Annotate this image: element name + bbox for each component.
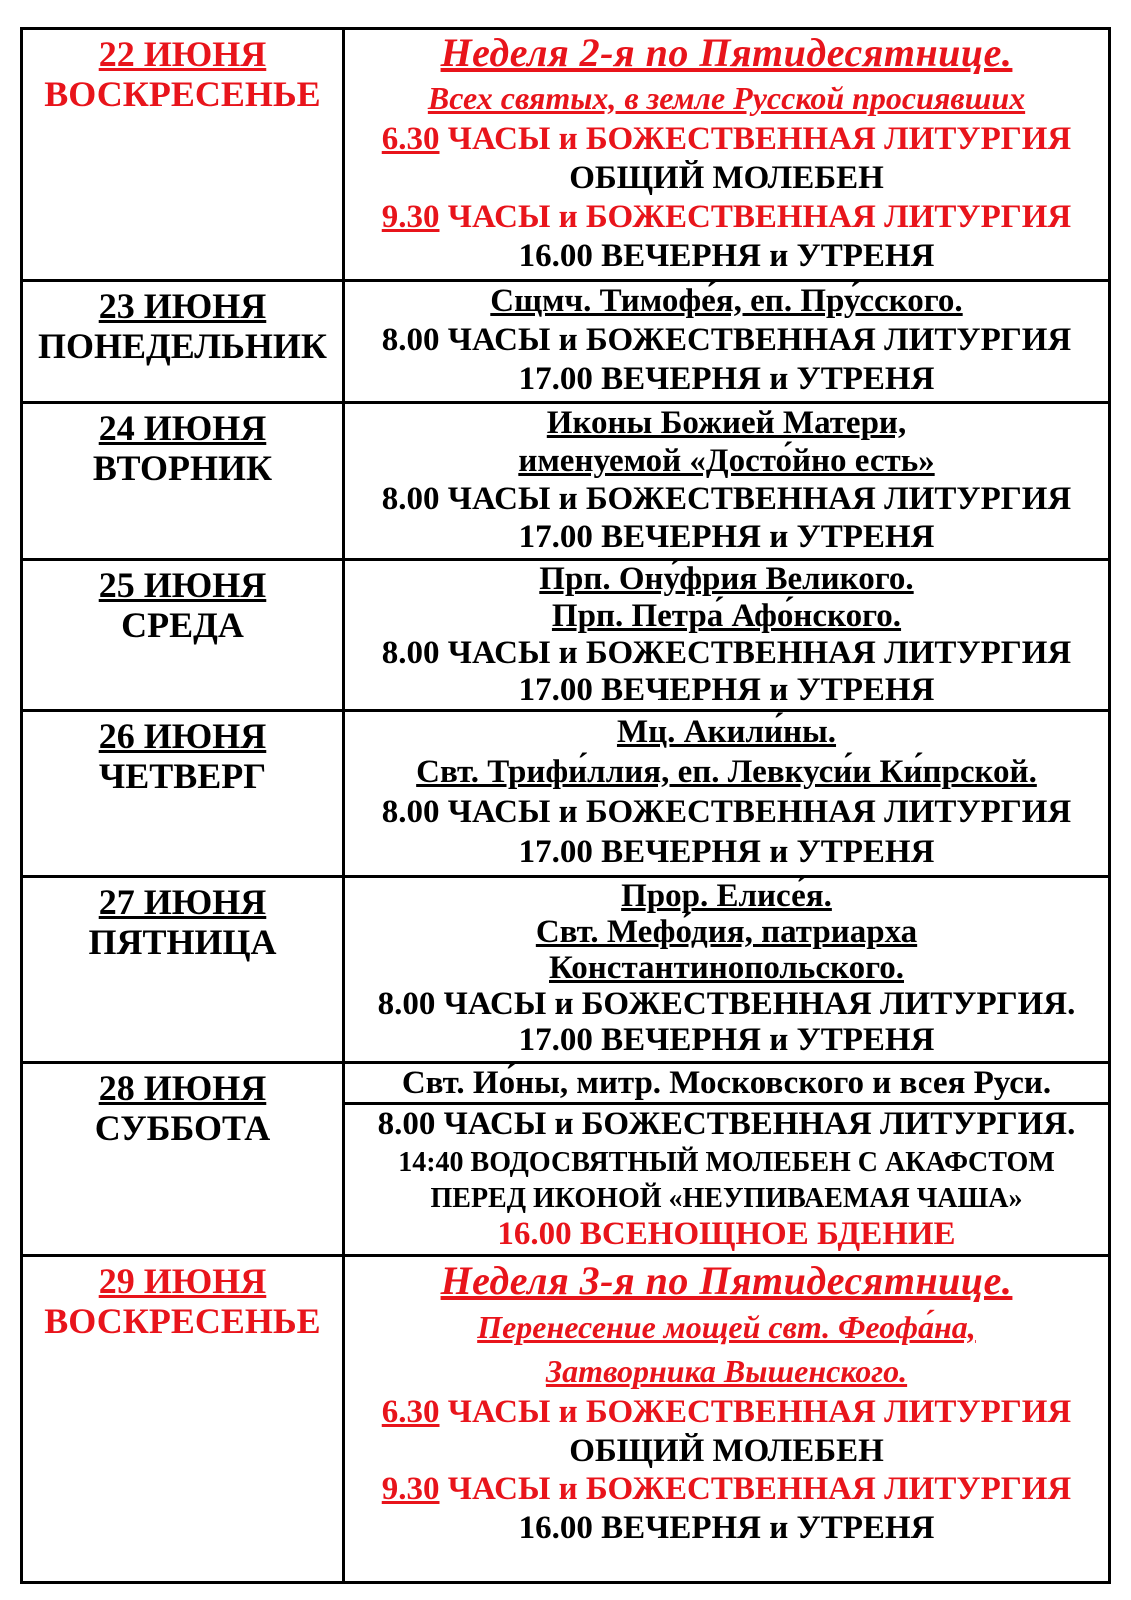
service-line: 8.00 ЧАСЫ и БОЖЕСТВЕННАЯ ЛИТУРГИЯ [381,635,1072,671]
service-text: ЧАСЫ и БОЖЕСТВЕННАЯ ЛИТУРГИЯ [447,199,1072,235]
feast-title: Неделя 2-я по Пятидесятнице. [440,30,1013,75]
weekday: ПОНЕДЕЛЬНИК [37,326,328,366]
saint-line: Свт. Ио́ны, митр. Московского и всея Руси. [345,1064,1108,1105]
saint-title: Затворника Вышенского. [545,1353,908,1389]
saint-line: Прп. Петра́ Афо́нского. [551,598,902,634]
date-cell [23,561,345,709]
vigil-line: 16.00 ВСЕНОЩНОЕ БДЕНИЕ [497,1216,956,1252]
evening-service-line: 17.00 ВЕЧЕРНЯ и УТРЕНЯ [518,672,935,708]
date: 27 ИЮНЯ [98,882,267,922]
weekday: ПЯТНИЦА [88,922,277,962]
date: 23 ИЮНЯ [98,286,267,326]
evening-service-line: 17.00 ВЕЧЕРНЯ и УТРЕНЯ [518,361,935,397]
events-cell [345,878,1108,1061]
feast-title: Неделя 3-я по Пятидесятнице. [440,1258,1013,1303]
weekday: ВОСКРЕСЕНЬЕ [44,74,321,114]
saint-line: Прор. Елисе́я. [621,878,832,914]
weekday: ЧЕТВЕРГ [98,756,267,796]
events-cell [345,30,1108,279]
saint-line: Свт. Мефо́дия, патриарха [535,914,918,950]
saint-line: именуемой «Досто́йно есть» [518,443,935,479]
saint-line: Свт. Трифи́ллия, еп. Левкуси́и Ки́прской. [416,754,1037,790]
date: 22 ИЮНЯ [98,34,267,74]
service-text: ЧАСЫ и БОЖЕСТВЕННАЯ ЛИТУРГИЯ [447,1471,1072,1507]
events-cell [345,404,1108,558]
service-line: 8.00 ЧАСЫ и БОЖЕСТВЕННАЯ ЛИТУРГИЯ [381,794,1072,830]
table-row [23,709,1108,875]
service-line [345,198,1108,237]
date-cell [23,878,345,1061]
table-row [23,30,1108,279]
evening-service-line: 16.00 ВЕЧЕРНЯ и УТРЕНЯ [518,1510,935,1546]
service-line [345,120,1108,159]
moleben-line: ПЕРЕД ИКОНОЙ «НЕУПИВАЕМАЯ ЧАША» [430,1183,1023,1214]
events-cell [345,561,1108,709]
service-time: 6.30 [381,1394,440,1430]
date-cell [23,1257,345,1581]
weekday: СУББОТА [94,1108,271,1148]
service-time: 6.30 [381,121,440,157]
service-line: 8.00 ЧАСЫ и БОЖЕСТВЕННАЯ ЛИТУРГИЯ [381,322,1072,358]
saint-line: Сщмч. Тимофе́я, еп. Пру́сского. [490,283,963,319]
date: 26 ИЮНЯ [98,716,267,756]
weekday: ВТОРНИК [92,448,273,488]
weekday: ВОСКРЕСЕНЬЕ [44,1301,321,1341]
events-cell [345,1064,1108,1254]
events-cell [345,282,1108,401]
service-text: ЧАСЫ и БОЖЕСТВЕННАЯ ЛИТУРГИЯ [447,121,1072,157]
service-line [345,1393,1108,1432]
service-line: 8.00 ЧАСЫ и БОЖЕСТВЕННАЯ ЛИТУРГИЯ. [377,1106,1076,1142]
evening-service-line: 17.00 ВЕЧЕРНЯ и УТРЕНЯ [518,519,935,555]
date-cell [23,30,345,279]
date-cell [23,1064,345,1254]
schedule-table [20,27,1111,1584]
table-row [23,279,1108,401]
saint-title: Перенесение мощей свт. Феофа́на, [477,1309,976,1345]
saint-line: Прп. Ону́фрия Великого. [539,561,914,597]
date: 29 ИЮНЯ [98,1261,267,1301]
service-line [345,1470,1108,1509]
saint-line: Константинопольского. [549,950,904,986]
evening-service-line: 17.00 ВЕЧЕРНЯ и УТРЕНЯ [518,1022,935,1058]
weekday: СРЕДА [121,605,244,645]
events-cell [345,712,1108,875]
moleben-line: 14:40 ВОДОСВЯТНЫЙ МОЛЕБЕН С АКАФСТОМ [398,1147,1055,1178]
service-time: 9.30 [381,199,440,235]
date-cell [23,712,345,875]
service-line: 8.00 ЧАСЫ и БОЖЕСТВЕННАЯ ЛИТУРГИЯ. [377,986,1076,1022]
moleben-line: ОБЩИЙ МОЛЕБЕН [569,1433,884,1469]
saint-line: Иконы Божией Матери, [546,405,907,441]
date: 24 ИЮНЯ [98,408,267,448]
date-cell [23,282,345,401]
evening-service-line: 16.00 ВЕЧЕРНЯ и УТРЕНЯ [518,238,935,274]
table-row [23,1061,1108,1254]
service-text: ЧАСЫ и БОЖЕСТВЕННАЯ ЛИТУРГИЯ [447,1394,1072,1430]
events-cell [345,1257,1108,1581]
evening-service-line: 17.00 ВЕЧЕРНЯ и УТРЕНЯ [518,834,935,870]
saint-title: Всех святых, в земле Русской просиявших [427,80,1026,116]
date: 28 ИЮНЯ [98,1068,267,1108]
service-time: 9.30 [381,1471,440,1507]
table-row [23,558,1108,709]
saint-line: Мц. Акили́ны. [616,714,837,750]
table-row [23,1254,1108,1581]
table-row [23,875,1108,1061]
moleben-line: ОБЩИЙ МОЛЕБЕН [569,160,884,196]
table-row [23,401,1108,558]
service-line: 8.00 ЧАСЫ и БОЖЕСТВЕННАЯ ЛИТУРГИЯ [381,481,1072,517]
date-cell [23,404,345,558]
date: 25 ИЮНЯ [98,565,267,605]
